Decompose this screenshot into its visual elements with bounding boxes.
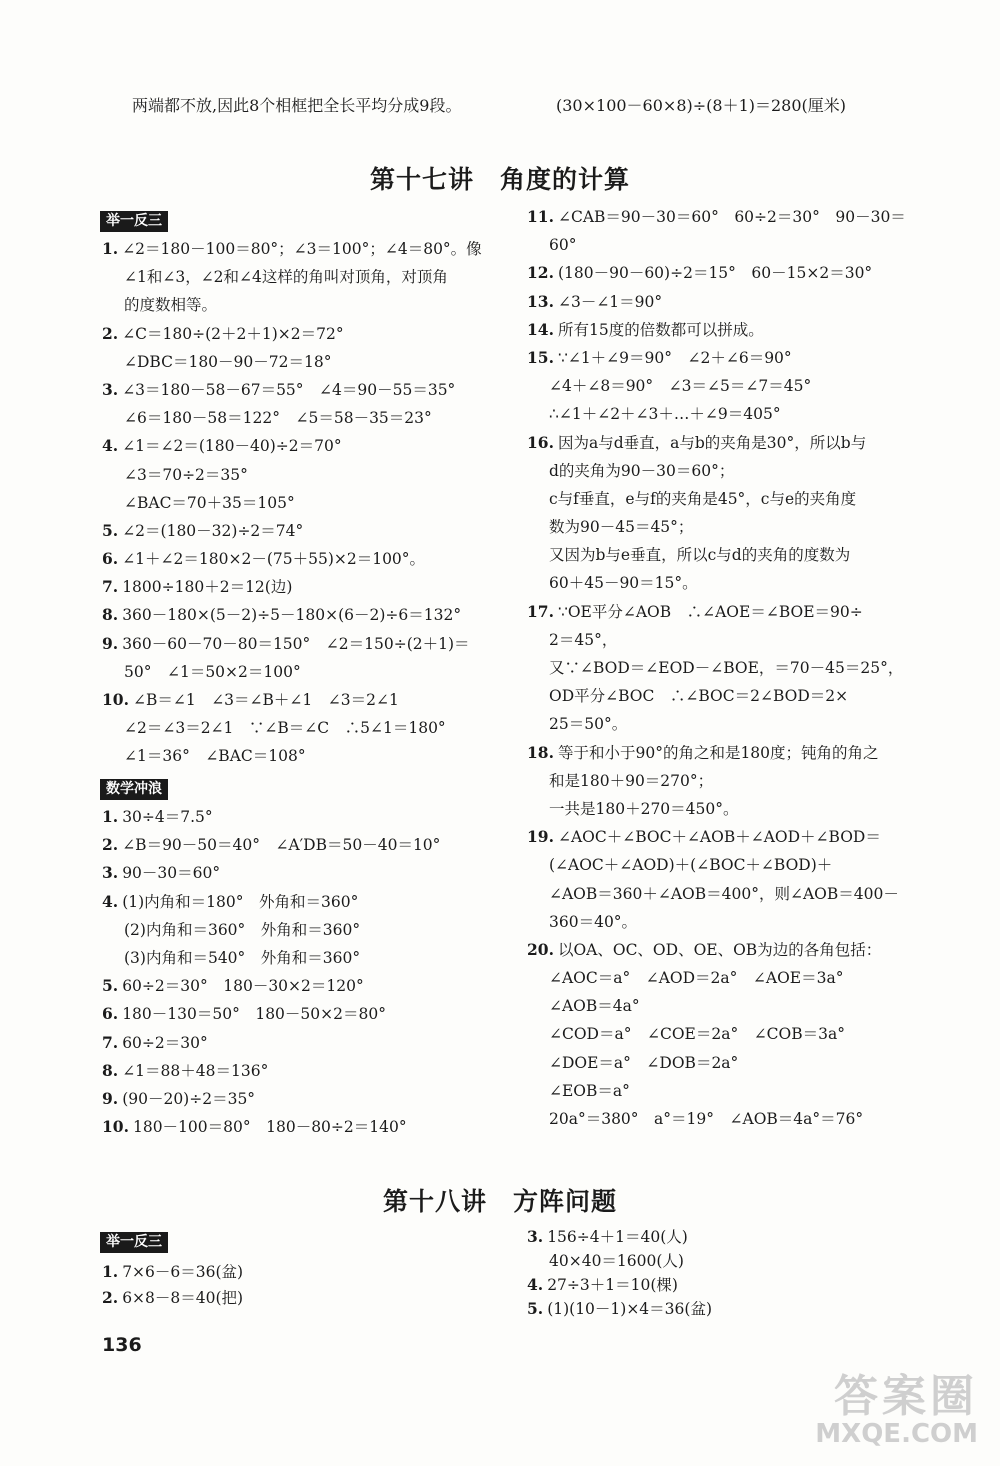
answer-line (102, 320, 482, 348)
answer-text: (∠AOC＋∠AOD)＋(∠BOC＋∠BOD)＋ (549, 856, 833, 875)
answer-line (102, 630, 482, 658)
answer-line (102, 686, 482, 714)
watermark-url: MXQE.COM (815, 1419, 978, 1449)
answer-text: (1)(10－1)×4＝36(盆) (547, 1300, 712, 1318)
answer-text: ∠AOC＝a° ∠AOD＝2a° ∠AOE＝3a° (549, 969, 844, 988)
answer-line (102, 573, 482, 601)
answer-line (527, 1049, 906, 1077)
answer-text: 一共是180＋270＝450°。 (549, 799, 739, 818)
answer-number: 7. (102, 577, 119, 597)
answer-line (102, 1113, 440, 1141)
answer-line (102, 263, 482, 291)
answer-number: 8. (102, 1060, 119, 1080)
top-right-text: (30×100－60×8)÷(8＋1)＝280(厘米) (556, 96, 847, 115)
answer-line (527, 400, 906, 428)
answer-line (527, 1225, 712, 1249)
answer-text: ∠1＝∠2＝(180－40)÷2＝70° (122, 437, 342, 456)
answer-number: 10. (102, 1117, 129, 1137)
answer-line (102, 376, 482, 404)
answer-number: 12. (527, 263, 554, 283)
answer-number: 5. (102, 976, 119, 996)
answer-text: 360－180×(5－2)÷5－180×(6－2)÷6＝132° (122, 606, 462, 625)
answer-line (527, 457, 906, 485)
answer-line (527, 851, 906, 879)
answer-line (102, 888, 440, 916)
answer-line (102, 461, 482, 489)
answer-text: (3)内角和＝540° 外角和＝360° (124, 948, 361, 967)
answer-text: (90－20)÷2＝35° (122, 1089, 256, 1108)
answer-text: 6×8－8＝40(把) (122, 1289, 244, 1307)
top-left-text: 两端都不放,因此8个相框把全长平均分成9段。 (132, 96, 462, 115)
answer-number: 2. (102, 323, 119, 343)
answer-line (102, 1085, 440, 1113)
answer-line (527, 654, 906, 682)
lecture-17-surf-answers (102, 803, 440, 1141)
answer-number: 19. (527, 827, 554, 847)
answer-text: ∠1和∠3，∠2和∠4这样的角叫对顶角，对顶角 (124, 268, 448, 287)
answer-text: ∠2＝∠3＝2∠1 ∵∠B＝∠C ∴5∠1＝180° (124, 719, 446, 738)
answer-line (102, 291, 482, 319)
answer-text: 30÷4＝7.5° (122, 808, 213, 826)
answer-text: ∵OE平分∠AOB ∴∠AOE＝∠BOE＝90÷ (557, 602, 863, 621)
answer-line (102, 235, 482, 263)
section-badge-jyfs: 举一反三 (100, 211, 168, 232)
answer-number: 7. (102, 1032, 119, 1052)
answer-line (527, 429, 906, 457)
answer-number: 16. (527, 432, 554, 452)
answer-text: 所有15度的倍数都可以拼成。 (557, 320, 764, 339)
answer-line (527, 316, 906, 344)
answer-text: 2＝45°， (549, 630, 618, 649)
answer-number: 2. (102, 1288, 119, 1307)
answer-text: (1)内角和＝180° 外角和＝360° (122, 892, 359, 911)
answer-line (102, 1000, 440, 1028)
answer-line (102, 432, 482, 460)
answer-text: ∠AOB＝360＋∠AOB＝400°，则∠AOB＝400－ (549, 884, 899, 903)
answer-text: ∠C＝180÷(2＋2＋1)×2＝72° (122, 324, 344, 343)
page-number: 136 (102, 1334, 142, 1356)
answer-number: 9. (102, 1088, 119, 1108)
answer-text: 数为90－45＝45°； (549, 518, 694, 537)
answer-text: (180－90－60)÷2＝15° 60－15×2＝30° (557, 264, 873, 283)
answer-text: ∠3－∠1＝90° (557, 292, 663, 311)
answer-text: ∴∠1＋∠2＋∠3＋…＋∠9＝405° (549, 405, 781, 424)
answer-number: 13. (527, 291, 554, 311)
answer-line (102, 859, 440, 887)
answer-line (527, 1105, 906, 1133)
answer-line (527, 203, 906, 231)
answer-text: ∠DBC＝180－90－72＝18° (124, 352, 332, 371)
answer-text: 360－60－70－80＝150° ∠2＝150÷(2＋1)＝ (122, 634, 470, 653)
answer-line (527, 569, 906, 597)
answer-line (527, 823, 906, 851)
answer-line (102, 916, 440, 944)
answer-text: ∠1＝36° ∠BAC＝108° (124, 747, 306, 766)
answer-line (527, 964, 906, 992)
answer-text: 50° ∠1＝50×2＝100° (124, 662, 301, 681)
answer-number: 5. (527, 1299, 544, 1318)
answer-text: ∠6＝180－58＝122° ∠5＝58－35＝23° (124, 409, 432, 428)
answer-text: ∠EOB＝a° (549, 1081, 630, 1100)
lecture-18-left-answers (102, 1258, 243, 1310)
answer-line (527, 682, 906, 710)
answer-text: ∠COD＝a° ∠COE＝2a° ∠COB＝3a° (549, 1025, 845, 1044)
answer-line (102, 348, 482, 376)
answer-text: 的度数相等。 (124, 296, 218, 315)
answer-line (102, 972, 440, 1000)
answer-line (527, 992, 906, 1020)
answer-text: 60÷2＝30° (122, 1033, 208, 1052)
answer-number: 3. (527, 1227, 544, 1246)
answer-number: 3. (102, 379, 119, 399)
answer-number: 14. (527, 319, 554, 339)
answer-text: (2)内角和＝360° 外角和＝360° (124, 920, 361, 939)
answer-text: 156÷4＋1＝40(人) (547, 1228, 688, 1246)
answer-line (527, 739, 906, 767)
answer-text: 以OA、OC、OD、OE、OB为边的各角包括： (557, 940, 882, 959)
watermark-logo-text: 答案圈 (834, 1371, 978, 1422)
answer-text: 因为a与d垂直，a与b的夹角是30°，所以b与 (557, 433, 867, 452)
answer-line (102, 545, 482, 573)
lecture-17-title: 第十七讲 角度的计算 (369, 165, 630, 194)
answer-number: 4. (527, 1275, 544, 1294)
answer-line (527, 513, 906, 541)
answer-text: ∠AOC＋∠BOC＋∠AOB＋∠AOD＋∠BOD＝ (557, 828, 881, 847)
answer-text: 180－130＝50° 180－50×2＝80° (122, 1005, 386, 1024)
answer-line (527, 259, 906, 287)
answer-number: 3. (102, 863, 119, 883)
answer-text: ∠3＝70÷2＝35° (124, 465, 248, 484)
section-badge-jyfs-2: 举一反三 (100, 1232, 168, 1253)
answer-number: 11. (527, 207, 554, 226)
answer-line (527, 231, 906, 259)
answer-number: 18. (527, 742, 554, 762)
answer-number: 1. (102, 1262, 119, 1281)
answer-text: ∠B＝∠1 ∠3＝∠B＋∠1 ∠3＝2∠1 (132, 691, 399, 709)
answer-text: ∠1＋∠2＝180×2－(75＋55)×2＝100°。 (122, 550, 426, 569)
answer-line (102, 803, 440, 831)
answer-line (527, 1297, 712, 1321)
section-badge-sxcl: 数学冲浪 (100, 779, 168, 800)
lecture-18-title: 第十八讲 方阵问题 (382, 1187, 617, 1216)
answer-number: 9. (102, 633, 119, 653)
answer-line (527, 767, 906, 795)
answer-text: 27÷3＋1＝10(棵) (547, 1276, 678, 1294)
answer-line (102, 658, 482, 686)
answer-text: 20a°＝380° a°＝19° ∠AOB＝4a°＝76° (549, 1110, 864, 1128)
answer-line (527, 795, 906, 823)
answer-number: 8. (102, 605, 119, 625)
lecture-18-right-answers (527, 1225, 712, 1321)
answer-text: ∵∠1＋∠9＝90° ∠2＋∠6＝90° (557, 348, 792, 367)
answer-text: 90－30＝60° (122, 864, 221, 883)
answer-text: ∠2＝180－100＝80°；∠3＝100°；∠4＝80°。像 (122, 240, 482, 258)
answer-text: 7×6－6＝36(盆) (122, 1263, 244, 1281)
answer-text: ∠BAC＝70＋35＝105° (124, 493, 295, 512)
answer-line (102, 944, 440, 972)
answer-text: 60＋45－90＝15°。 (549, 574, 698, 593)
answer-line (102, 831, 440, 859)
answer-text: 25＝50°。 (549, 715, 628, 734)
answer-number: 1. (102, 807, 119, 826)
answer-text: OD平分∠BOC ∴∠BOC＝2∠BOD＝2× (549, 687, 849, 706)
answer-number: 4. (102, 891, 119, 911)
answer-number: 4. (102, 436, 119, 456)
answer-line (527, 598, 906, 626)
answer-line (527, 372, 906, 400)
answer-line (527, 1020, 906, 1048)
answer-text: 60° (549, 236, 577, 255)
answer-number: 2. (102, 835, 119, 855)
answer-line (527, 936, 906, 964)
answer-number: 15. (527, 347, 554, 367)
lecture-17-right-answers (527, 203, 906, 1133)
answer-line (527, 344, 906, 372)
answer-line (102, 714, 482, 742)
answer-text: ∠DOE＝a° ∠DOB＝2a° (549, 1053, 739, 1072)
answer-number: 10. (102, 690, 129, 709)
answer-text: 又∵∠BOD＝∠EOD－∠BOE，＝70－45＝25°， (549, 659, 904, 677)
answer-text: ∠3＝180－58－67＝55° ∠4＝90－55＝35° (122, 380, 456, 399)
watermark (815, 1371, 978, 1449)
answer-number: 20. (527, 939, 554, 959)
answer-line (527, 626, 906, 654)
answer-text: ∠CAB＝90－30＝60° 60÷2＝30° 90－30＝ (557, 208, 906, 226)
answer-text: c与f垂直，e与f的夹角是45°，c与e的夹角度 (549, 489, 857, 508)
answer-number: 1. (102, 239, 119, 258)
answer-line (102, 404, 482, 432)
answer-line (102, 742, 482, 770)
answer-number: 17. (527, 601, 554, 621)
answer-line (527, 1249, 712, 1273)
answer-text: 1800÷180＋2＝12(边) (122, 578, 293, 597)
answer-line (102, 601, 482, 629)
answer-text: 360＝40°。 (549, 912, 638, 931)
answer-text: ∠1＝88＋48＝136° (122, 1061, 269, 1080)
answer-text: ∠AOB＝4a° (549, 997, 640, 1016)
answer-line (102, 1029, 440, 1057)
answer-line (102, 489, 482, 517)
answer-text: 60÷2＝30° 180－30×2＝120° (122, 977, 364, 996)
answer-line (102, 1258, 243, 1284)
answer-text: ∠B＝90－50＝40° ∠A′DB＝50－40＝10° (122, 836, 441, 855)
answer-line (527, 485, 906, 513)
answer-line (527, 541, 906, 569)
answer-text: d的夹角为90－30＝60°； (549, 461, 735, 480)
answer-line (102, 1057, 440, 1085)
answer-text: 等于和小于90°的角之和是180度；钝角的角之 (557, 743, 879, 762)
answer-text: 和是180＋90＝270°； (549, 771, 714, 790)
answer-text: 又因为b与e垂直，所以c与d的夹角的度数为 (549, 546, 851, 565)
answer-line (527, 880, 906, 908)
answer-text: 180－100＝80° 180－80÷2＝140° (132, 1118, 407, 1137)
answer-line (527, 1077, 906, 1105)
answer-line (102, 517, 482, 545)
answer-line (527, 710, 906, 738)
answer-number: 6. (102, 549, 119, 569)
answer-text: ∠2＝(180－32)÷2＝74° (122, 521, 304, 540)
lecture-17-left-answers (102, 235, 482, 771)
answer-text: 40×40＝1600(人) (549, 1252, 684, 1270)
answer-number: 6. (102, 1004, 119, 1024)
answer-number: 5. (102, 520, 119, 540)
answer-line (527, 288, 906, 316)
answer-line (527, 908, 906, 936)
answer-line (527, 1273, 712, 1297)
answer-line (102, 1284, 243, 1310)
answer-text: ∠4＋∠8＝90° ∠3＝∠5＝∠7＝45° (549, 377, 812, 396)
